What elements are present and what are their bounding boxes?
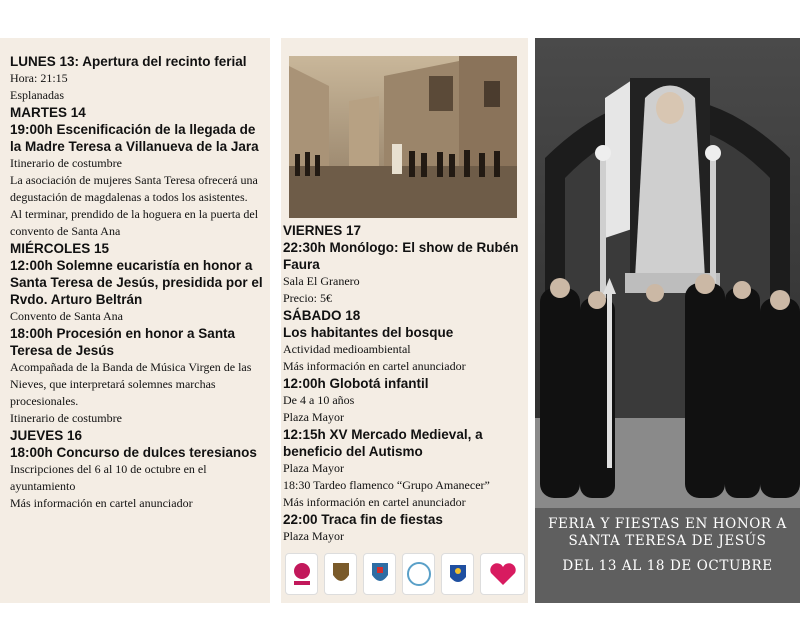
jueves-inscription: Inscripciones del 6 al 10 de octubre en el ayuntamiento [10, 462, 207, 493]
sabado-info-2: Más información en cartel anunciador [283, 495, 466, 509]
sabado-title: SÁBADO 18 [283, 308, 361, 323]
program-text-middle [283, 222, 528, 545]
miercoles-event-procession: 18:00h Procesión en honor a Santa Teresa de Jesús [10, 326, 236, 358]
sabado-age: De 4 a 10 años [283, 393, 355, 407]
jueves-title: JUEVES 16 [10, 428, 83, 443]
viernes-event: 22:30h Monólogo: El show de Rubén Faura [283, 240, 519, 272]
martes-association: La asociación de mujeres Santa Teresa ofrecerá una degustación de magdalenas a todos los asistentes. [10, 173, 258, 204]
sabado-plaza-1: Plaza Mayor [283, 410, 344, 424]
sponsor-logos [285, 552, 525, 596]
viernes-title: VIERNES 17 [283, 223, 362, 238]
viernes-price: Precio: 5€ [283, 291, 332, 305]
martes-itinerary: Itinerario de costumbre [10, 156, 122, 170]
historic-procession-photo [535, 38, 800, 508]
lunes-lugar: Esplanadas [10, 88, 64, 102]
sabado-event-forest: Los habitantes del bosque [283, 325, 454, 340]
sabado-plaza-3: Plaza Mayor [283, 529, 344, 543]
historic-street-photo [289, 56, 517, 218]
martes-event: 19:00h Escenificación de la llegada de la Madre Teresa a Villanueva de la Jara [10, 122, 259, 154]
feria-banner [535, 508, 800, 603]
banner-title: FERIA Y FIESTAS EN HONOR A SANTA TERESA DE JESÚS [548, 516, 787, 549]
ayuntamiento-logo [363, 553, 396, 595]
viernes-venue: Sala El Granero [283, 274, 360, 288]
coat-of-arms-logo [324, 553, 357, 595]
religious-brotherhood-logo [441, 553, 474, 595]
miercoles-itinerary: Itinerario de costumbre [10, 411, 122, 425]
miercoles-band: Acompañada de la Banda de Música Virgen de las Nieves, que interpretará solemnes marchas procesionales. [10, 360, 252, 408]
miercoles-event-mass: 12:00h Solemne eucaristía en honor a Santa Teresa de Jesús, presidida por el Rvdo. Arturo Beltrán [10, 258, 263, 307]
sabado-activity: Actividad medioambiental [283, 342, 411, 356]
sponsor-logo-1 [285, 553, 318, 595]
manchuela-heart-logo [480, 553, 525, 595]
martes-title: MARTES 14 [10, 105, 86, 120]
miercoles-title: MIÉRCOLES 15 [10, 241, 110, 256]
martes-bonfire: Al terminar, prendido de la hoguera en la puerta del convento de Santa Ana [10, 207, 259, 238]
association-logo [402, 553, 435, 595]
sabado-info-1: Más información en cartel anunciador [283, 359, 466, 373]
sabado-event-globota: 12:00h Globotá infantil [283, 376, 429, 391]
jueves-event: 18:00h Concurso de dulces teresianos [10, 445, 257, 460]
banner-dates: DEL 13 AL 18 DE OCTUBRE [562, 558, 773, 574]
cover-panel [535, 38, 800, 603]
sabado-tardeo: 18:30 Tardeo flamenco “Grupo Amanecer” [283, 478, 490, 492]
sabado-plaza-2: Plaza Mayor [283, 461, 344, 475]
sabado-event-traca: 22:00 Traca fin de fiestas [283, 512, 443, 527]
lunes-hora: Hora: 21:15 [10, 71, 68, 85]
program-column-middle [281, 38, 528, 603]
program-column-left [0, 38, 270, 603]
miercoles-convent: Convento de Santa Ana [10, 309, 123, 323]
sabado-event-market: 12:15h XV Mercado Medieval, a beneficio del Autismo [283, 427, 483, 459]
lunes-title: LUNES 13: Apertura del recinto ferial [10, 54, 247, 69]
jueves-info: Más información en cartel anunciador [10, 496, 193, 510]
